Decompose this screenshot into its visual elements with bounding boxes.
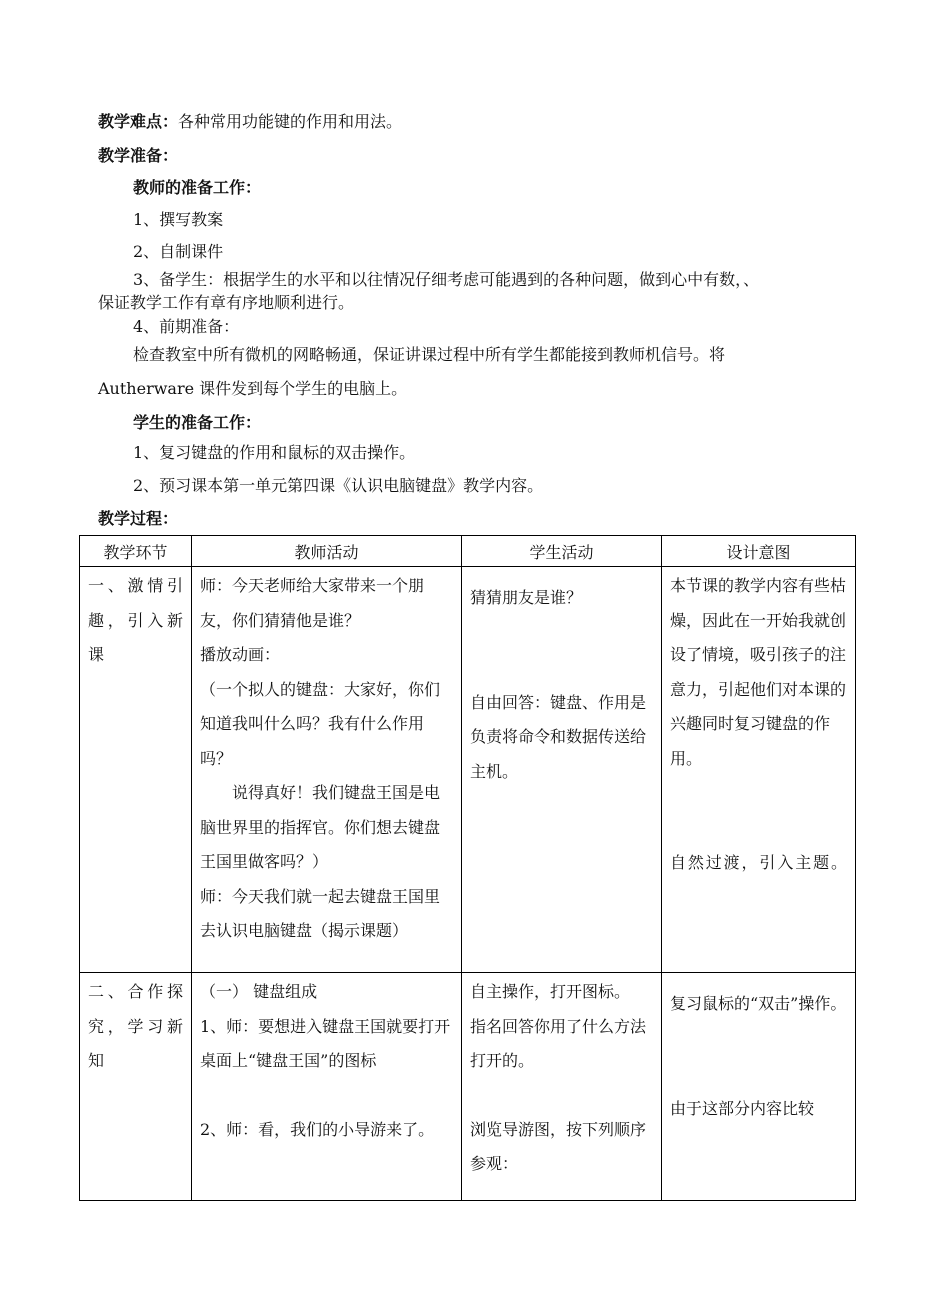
row1-student <box>462 567 662 973</box>
student-prep-item-1: 1、复习键盘的作用和鼠标的双击操作。 <box>133 443 416 462</box>
difficulty-label: 教学难点： <box>98 112 179 131</box>
header-design-intent: 设计意图 <box>662 536 856 567</box>
row2-student-p2: 指名回答你用了什么方法打开的。 <box>470 1016 647 1070</box>
difficulty-line <box>98 112 402 132</box>
row1-student-p1: 猜猜朋友是谁？ <box>470 588 583 607</box>
row1-teacher-p5: 师：今天我们就一起去键盘王国里去认识电脑键盘（揭示课题） <box>200 886 441 940</box>
row1-teacher-p3: （一个拟人的键盘：大家好，你们知道我叫什么吗？我有什么作用吗？ <box>200 679 441 768</box>
teacher-prep-item-3-cont: 保证教学工作有章有序地顺利进行。 <box>98 293 355 312</box>
table-row <box>80 973 856 1201</box>
row2-intent <box>662 973 856 1201</box>
row2-teacher <box>192 973 462 1201</box>
student-prep-item-2: 2、预习课本第一单元第四课《认识电脑键盘》教学内容。 <box>133 476 544 495</box>
row2-teacher-p3: 2、师：看，我们的小导游来了。 <box>200 1119 435 1139</box>
row1-intent <box>662 567 856 973</box>
teacher-prep-item-1: 1、撰写教案 <box>133 210 224 229</box>
teacher-prep-item-4-detail-cont: Autherware 课件发到每个学生的电脑上。 <box>98 379 408 398</box>
table-header-row <box>80 536 856 567</box>
process-label: 教学过程： <box>98 509 179 528</box>
difficulty-text: 各种常用功能键的作用和用法。 <box>178 112 403 131</box>
student-prep-heading: 学生的准备工作： <box>133 413 262 432</box>
teacher-prep-item-4-detail: 检查教室中所有微机的网略畅通，保证讲课过程中所有学生都能接到教师机信号。将 <box>133 345 726 364</box>
row2-student <box>462 973 662 1201</box>
row1-teacher-p1: 师：今天老师给大家带来一个朋友，你们猜猜他是谁？ <box>200 576 425 630</box>
header-teacher-activity: 教师活动 <box>192 536 462 567</box>
row1-teacher-p4: 说得真好！我们键盘王国是电脑世界里的指挥官。你们想去键盘王国里做客吗？） <box>200 783 441 871</box>
header-stage: 教学环节 <box>80 536 192 567</box>
row2-teacher-p1: （一） 键盘组成 <box>200 982 318 1001</box>
row2-intent-p1: 复习鼠标的“双击”操作。 <box>670 994 847 1013</box>
row1-teacher-p2: 播放动画： <box>200 645 281 664</box>
row1-student-p2: 自由回答：键盘、作用是负责将命令和数据传送给主机。 <box>470 692 647 781</box>
teacher-prep-item-2: 2、自制课件 <box>133 242 224 261</box>
teaching-process-table <box>79 535 856 1201</box>
prep-label: 教学准备： <box>98 146 179 165</box>
row2-student-p3: 浏览导游图，按下列顺序参观： <box>470 1119 647 1173</box>
row2-stage: 二、合作探究，学习新知 <box>80 973 192 1201</box>
teacher-prep-item-3: 3、备学生：根据学生的水平和以往情况仔细考虑可能遇到的各种问题，做到心中有数，、 <box>133 270 760 289</box>
teacher-prep-item-4: 4、前期准备： <box>133 317 240 336</box>
row2-teacher-p2: 1、师：要想进入键盘王国就要打开桌面上“键盘王国”的图标 <box>200 1016 451 1070</box>
row1-teacher <box>192 567 462 973</box>
row2-student-p1: 自主操作，打开图标。 <box>470 982 631 1001</box>
table-row <box>80 567 856 973</box>
teacher-prep-heading: 教师的准备工作： <box>133 178 262 197</box>
header-student-activity: 学生活动 <box>462 536 662 567</box>
row1-stage: 一、激情引趣，引入新课 <box>80 567 192 973</box>
row1-intent-p1: 本节课的教学内容有些枯燥，因此在一开始我就创设了情境，吸引孩子的注意力，引起他们对本课的兴趣同时复习键盘的作用。 <box>670 576 847 768</box>
row2-intent-p2: 由于这部分内容比较 <box>670 1098 815 1118</box>
row1-intent-p2: 自然过渡，引入主题。 <box>670 853 847 872</box>
